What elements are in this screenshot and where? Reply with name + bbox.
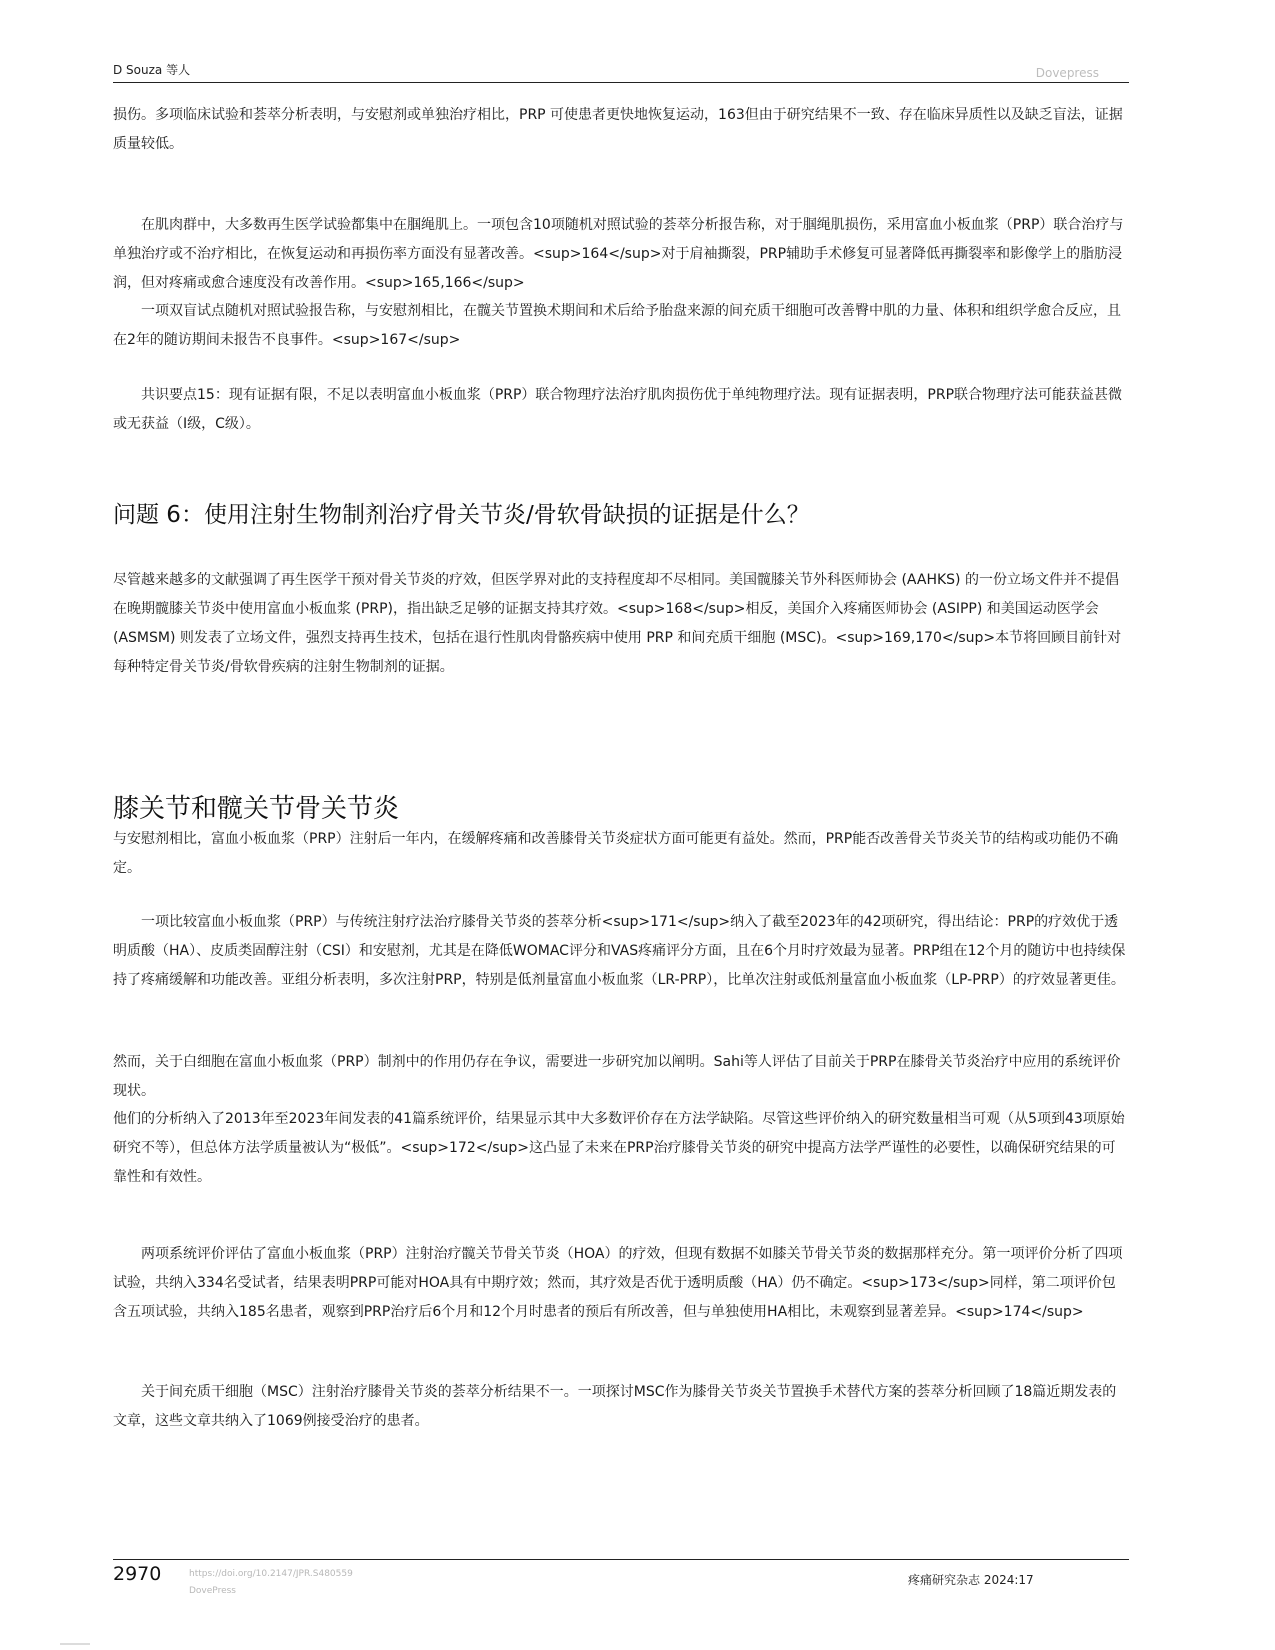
paragraph: 关于间充质干细胞（MSC）注射治疗膝骨关节炎的荟萃分析结果不一。一项探讨MSC作为膝骨关节炎关节置换手术替代方案的荟萃分析回顾了18篇近期发表的文章，这些文章共纳入了1069例接受治疗的患者。 [113, 1384, 1117, 1429]
paragraph: 两项系统评价评估了富血小板血浆（PRP）注射治疗髋关节骨关节炎（HOA）的疗效，但现有数据不如膝关节骨关节炎的数据那样充分。第一项评价分析了四项试验，共纳入334名受试者，结果表明PRP可能对HOA具有中期疗效；然而，其疗效是否优于透明质酸（HA）仍不确定。<sup>173</sup>同样，第二项评价包含五项试验，共纳入185名患者，观察到PRP治疗后6个月和12个月时患者的预后有所改善，但与单独使用HA相比，未观察到显著差异。<sup>174</sup> [113, 1246, 1123, 1320]
running-header [113, 58, 1129, 83]
subsection-heading: 膝关节和髋关节骨关节炎 [113, 794, 400, 824]
paragraph: 一项比较富血小板血浆（PRP）与传统注射疗法治疗膝骨关节炎的荟萃分析<sup>171</sup>纳入了截至2023年的42项研究，得出结论：PRP的疗效优于透明质酸（HA）、皮质类固醇注射（CSI）和安慰剂，尤其是在降低WOMAC评分和VAS疼痛评分方面，且在6个月时疗效最为显著。PRP组在12个月的随访中也持续保持了疼痛缓解和功能改善。亚组分析表明，多次注射PRP，特别是低剂量富血小板血浆（LR-PRP），比单次注射或低剂量富血小板血浆（LP-PRP）的疗效显著更佳。 [113, 914, 1126, 988]
doi-link[interactable]: https://doi.org/10.2147/JPR.S480559 [189, 1569, 353, 1579]
paragraph: 共识要点15：现有证据有限，不足以表明富血小板血浆（PRP）联合物理疗法治疗肌肉损伤优于单纯物理疗法。现有证据表明，PRP联合物理疗法可能获益甚微或无获益（I级，C级）。 [113, 387, 1123, 432]
journal-citation: 疼痛研究杂志 2024:17 [908, 1573, 1034, 1587]
paragraph: 然而，关于白细胞在富血小板血浆（PRP）制剂中的作用仍存在争议，需要进一步研究加以阐明。Sahi等人评估了目前关于PRP在膝骨关节炎治疗中应用的系统评价现状。 [113, 1054, 1121, 1099]
paragraph: 与安慰剂相比，富血小板血浆（PRP）注射后一年内，在缓解疼痛和改善膝骨关节炎症状方面可能更有益处。然而，PRP能否改善骨关节炎关节的结构或功能仍不确定。 [113, 831, 1119, 876]
paragraph: 一项双盲试点随机对照试验报告称，与安慰剂相比，在髋关节置换术期间和术后给予胎盘来源的间充质干细胞可改善臀中肌的力量、体积和组织学愈合反应，且在2年的随访期间未报告不良事件。<sup>167</sup> [113, 303, 1121, 348]
document-page [113, 58, 1129, 1618]
header-authors: D Souza 等人 [113, 63, 191, 77]
corner-mark [60, 1643, 90, 1645]
section-heading: 问题 6：使用注射生物制剂治疗骨关节炎/骨软骨缺损的证据是什么？ [113, 502, 810, 528]
paragraph: 他们的分析纳入了2013年至2023年间发表的41篇系统评价，结果显示其中大多数评价存在方法学缺陷。尽管这些评价纳入的研究数量相当可观（从5项到43项原始研究不等），但总体方法学质量被认为“极低”。<sup>172</sup>这凸显了未来在PRP治疗膝骨关节炎的研究中提高方法学严谨性的必要性，以确保研究结果的可靠性和有效性。 [113, 1111, 1125, 1185]
paragraph: 损伤。多项临床试验和荟萃分析表明，与安慰剂或单独治疗相比，PRP 可使患者更快地恢复运动，163但由于研究结果不一致、存在临床异质性以及缺乏盲法，证据质量较低。 [113, 107, 1123, 152]
footer-doi-block [189, 1566, 353, 1600]
footer-divider [113, 1559, 1129, 1560]
paragraph: 在肌肉群中，大多数再生医学试验都集中在腘绳肌上。一项包含10项随机对照试验的荟萃分析报告称，对于腘绳肌损伤，采用富血小板血浆（PRP）联合治疗与单独治疗或不治疗相比，在恢复运动和再损伤率方面没有显著改善。<sup>164</sup>对于肩袖撕裂，PRP辅助手术修复可显著降低再撕裂率和影像学上的脂肪浸润，但对疼痛或愈合速度没有改善作用。<sup>165,166</sup> [113, 217, 1124, 291]
paragraph: 尽管越来越多的文献强调了再生医学干预对骨关节炎的疗效，但医学界对此的支持程度却不尽相同。美国髋膝关节外科医师协会 (AAHKS) 的一份立场文件并不提倡在晚期髋膝关节炎中使用富血小板血浆 (PRP)，指出缺乏足够的证据支持其疗效。<sup>168</sup>相反，美国介入疼痛医师协会 (ASIPP) 和美国运动医学会 (ASMSM) 则发表了立场文件，强烈支持再生技术，包括在退行性肌肉骨骼疾病中使用 PRP 和间充质干细胞 (MSC)。<sup>169,170</sup>本节将回顾目前针对每种特定骨关节炎/骨软骨疾病的注射生物制剂的证据。 [113, 572, 1122, 675]
page-number: 2970 [113, 1563, 162, 1585]
footer-publisher: DovePress [189, 1586, 236, 1596]
header-publisher: Dovepress [1035, 66, 1099, 80]
